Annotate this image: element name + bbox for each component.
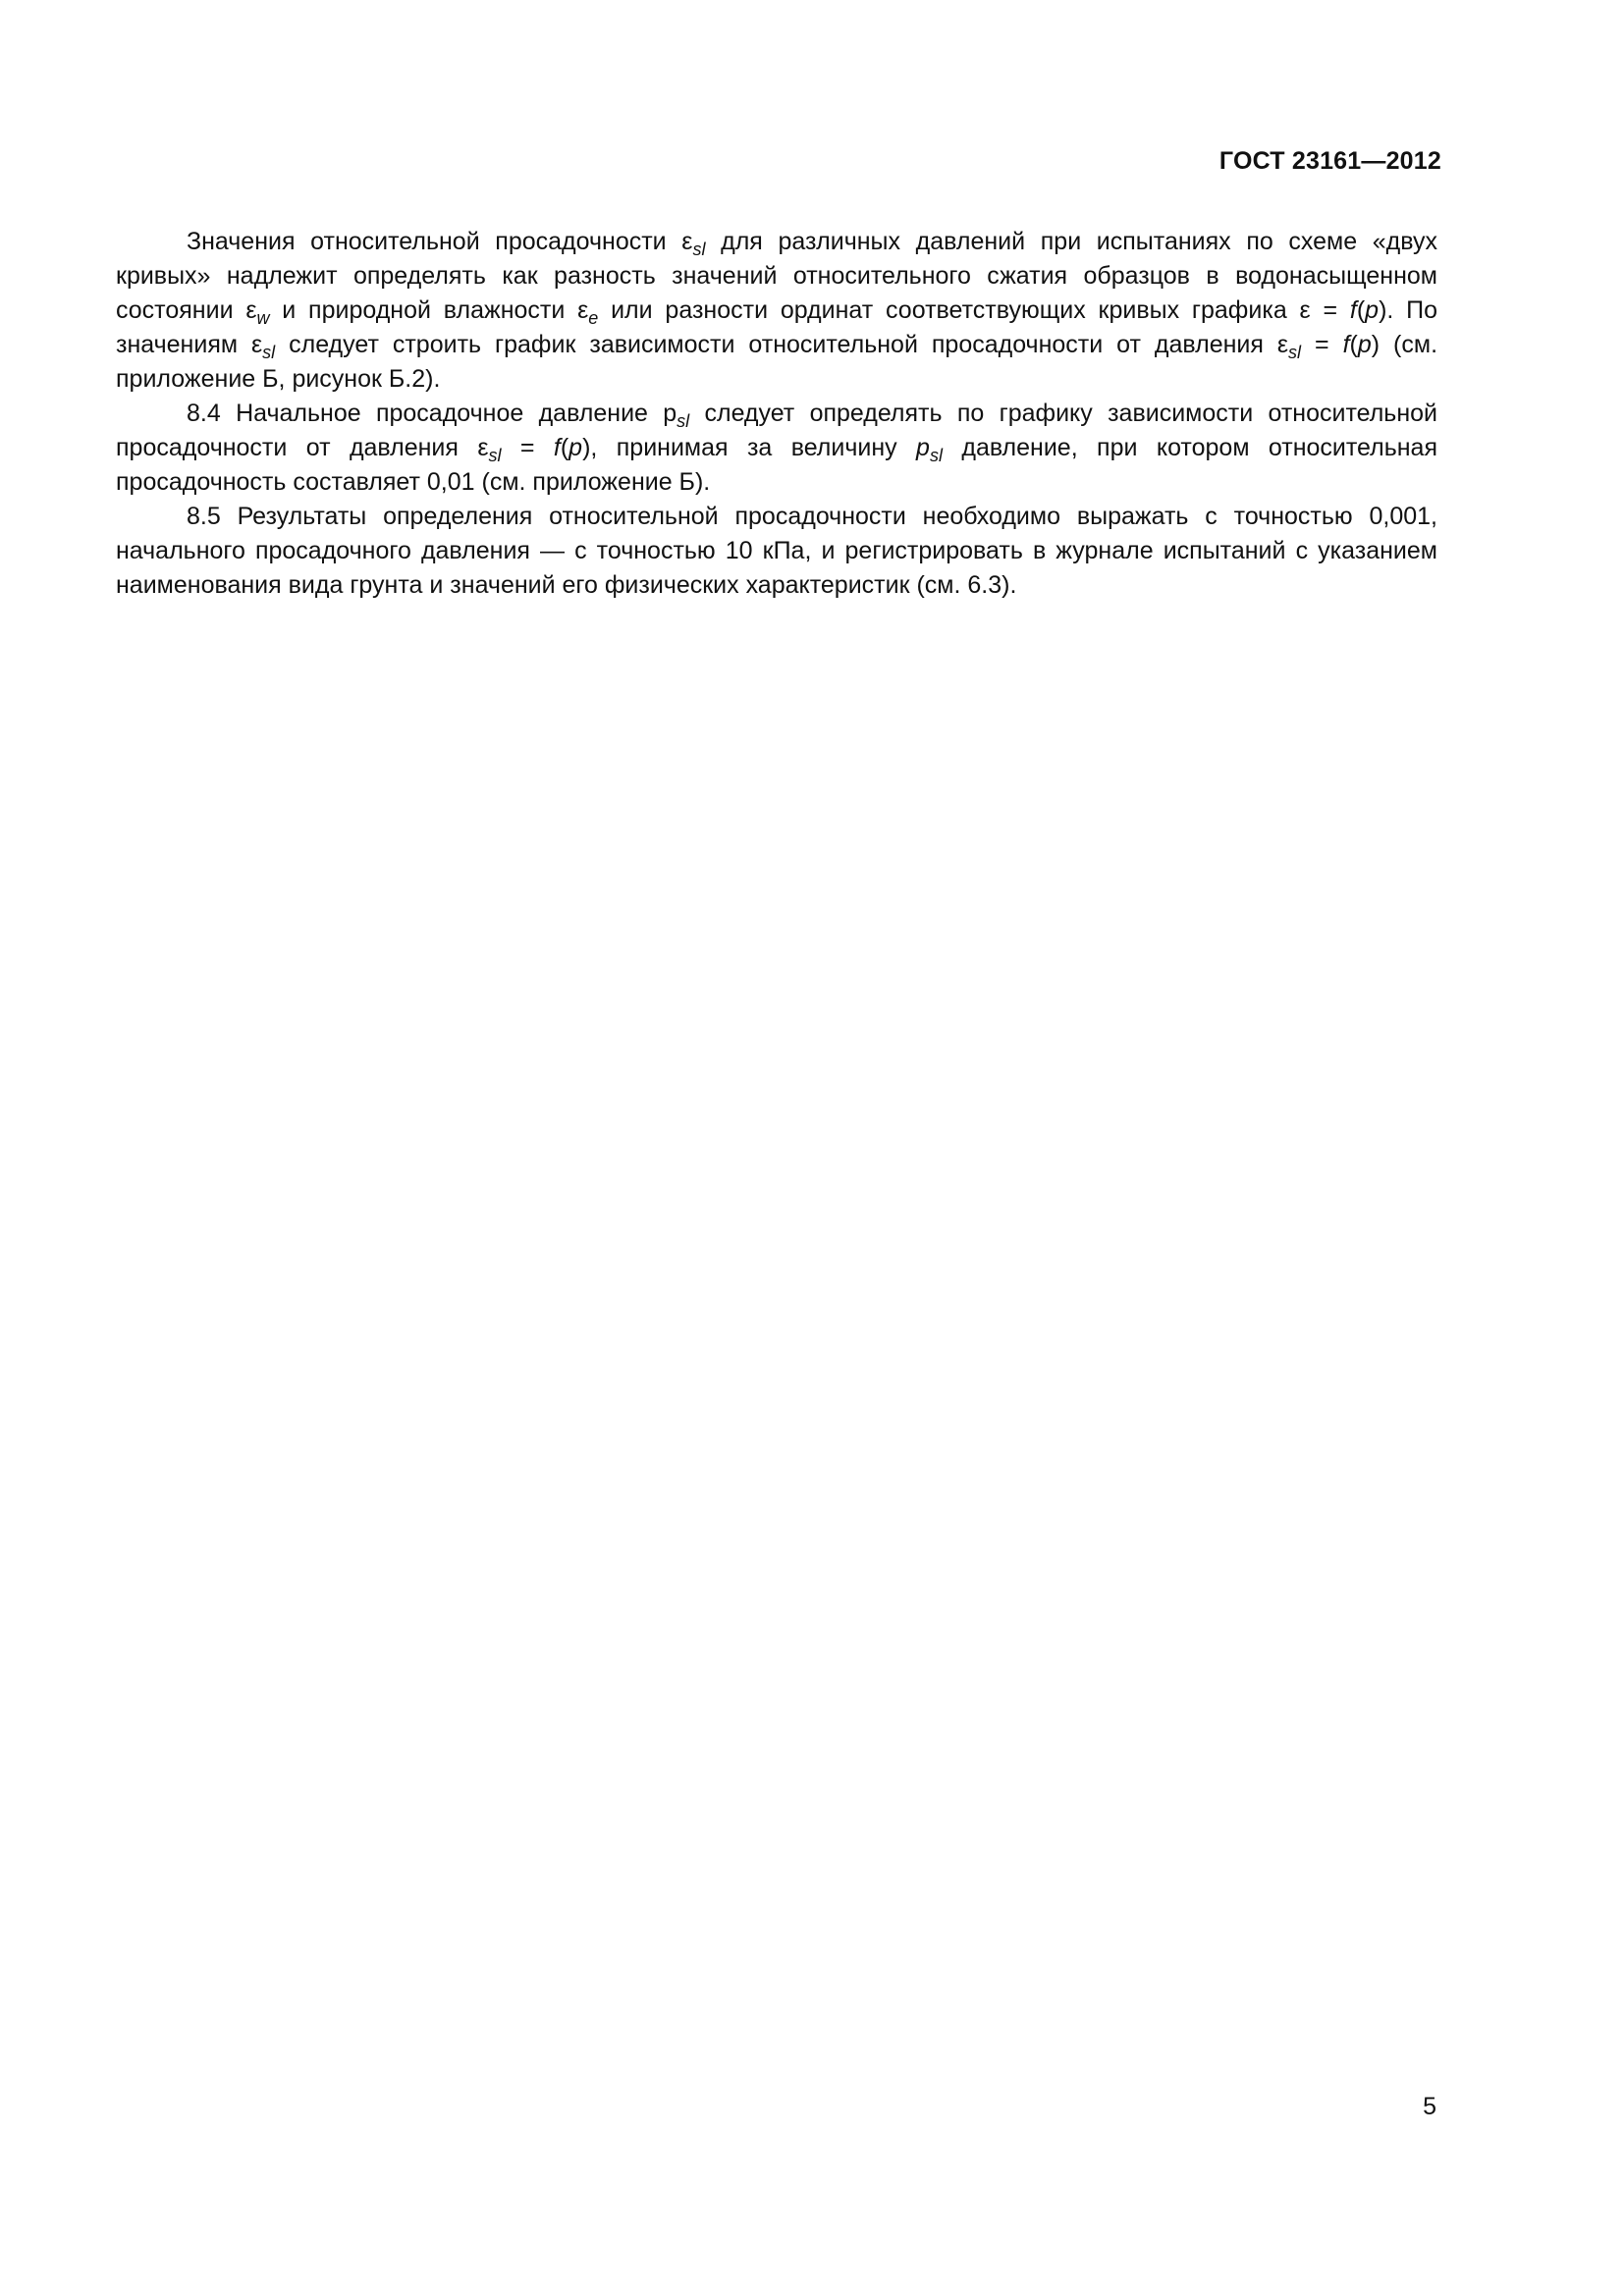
italic-symbol: p xyxy=(568,434,583,461)
text-fragment: следует строить график зависимости относительной просадочности от давления ε xyxy=(275,331,1289,358)
text-fragment: = xyxy=(1301,331,1343,358)
italic-symbol: f xyxy=(1342,331,1350,358)
text-fragment: или разности ординат соответствующих кривых графика ε = xyxy=(598,296,1350,324)
text-fragment: = xyxy=(501,434,554,461)
text-fragment: ), принимая за величину xyxy=(582,434,917,461)
subscript: sl xyxy=(262,343,276,362)
text-fragment: 8.4 Начальное просадочное давление p xyxy=(187,400,677,427)
text-fragment: Значения относительной просадочности ε xyxy=(187,228,693,255)
italic-symbol: f xyxy=(1349,296,1357,324)
subscript: e xyxy=(588,308,599,328)
paragraph-8-4-initial-pressure xyxy=(116,397,1437,500)
subscript: sl xyxy=(677,411,690,431)
text-fragment: для различных давлений при испытаниях по схеме «двух кривых» надлежит определять как разность значений относительного сжатия образцов в водонасыщенном состоянии ε xyxy=(116,228,1437,324)
text-fragment: и природной влажности ε xyxy=(269,296,589,324)
text-fragment: ( xyxy=(1356,296,1366,324)
text-fragment: ( xyxy=(1349,331,1358,358)
paragraph-8-5-results: 8.5 Результаты определения относительной просадочности необходимо выражать с точностью 0,001, начального просадочного давления — с точностью 10 кПа, и регистрировать в журнале испытаний с указанием наименования вида грунта и значений его физических характеристик (см. 6.3). xyxy=(116,503,1437,599)
subscript: sl xyxy=(1288,343,1302,362)
italic-symbol: f xyxy=(553,434,561,461)
text-fragment: давление, при котором относительная просадочность составляет 0,01 (см. приложение Б). xyxy=(116,434,1437,496)
subscript: w xyxy=(256,308,270,328)
text-fragment: ( xyxy=(560,434,569,461)
subscript: sl xyxy=(692,240,706,259)
text-fragment: следует определять по графику зависимости относительной просадочности от давления ε xyxy=(116,400,1437,461)
paragraph-relative-subsidence xyxy=(116,225,1437,397)
italic-symbol: p xyxy=(1365,296,1380,324)
italic-symbol: p xyxy=(1357,331,1372,358)
text-fragment: ) (см. приложение Б, рисунок Б.2). xyxy=(116,331,1438,393)
standard-code-header: ГОСТ 23161—2012 xyxy=(1218,147,1441,175)
text-fragment: ). По значениям ε xyxy=(116,296,1438,358)
page-number: 5 xyxy=(1423,2093,1436,2120)
italic-symbol: p xyxy=(916,434,930,461)
subscript: sl xyxy=(488,446,502,465)
subscript: sl xyxy=(929,446,943,465)
document-body xyxy=(116,225,1437,603)
